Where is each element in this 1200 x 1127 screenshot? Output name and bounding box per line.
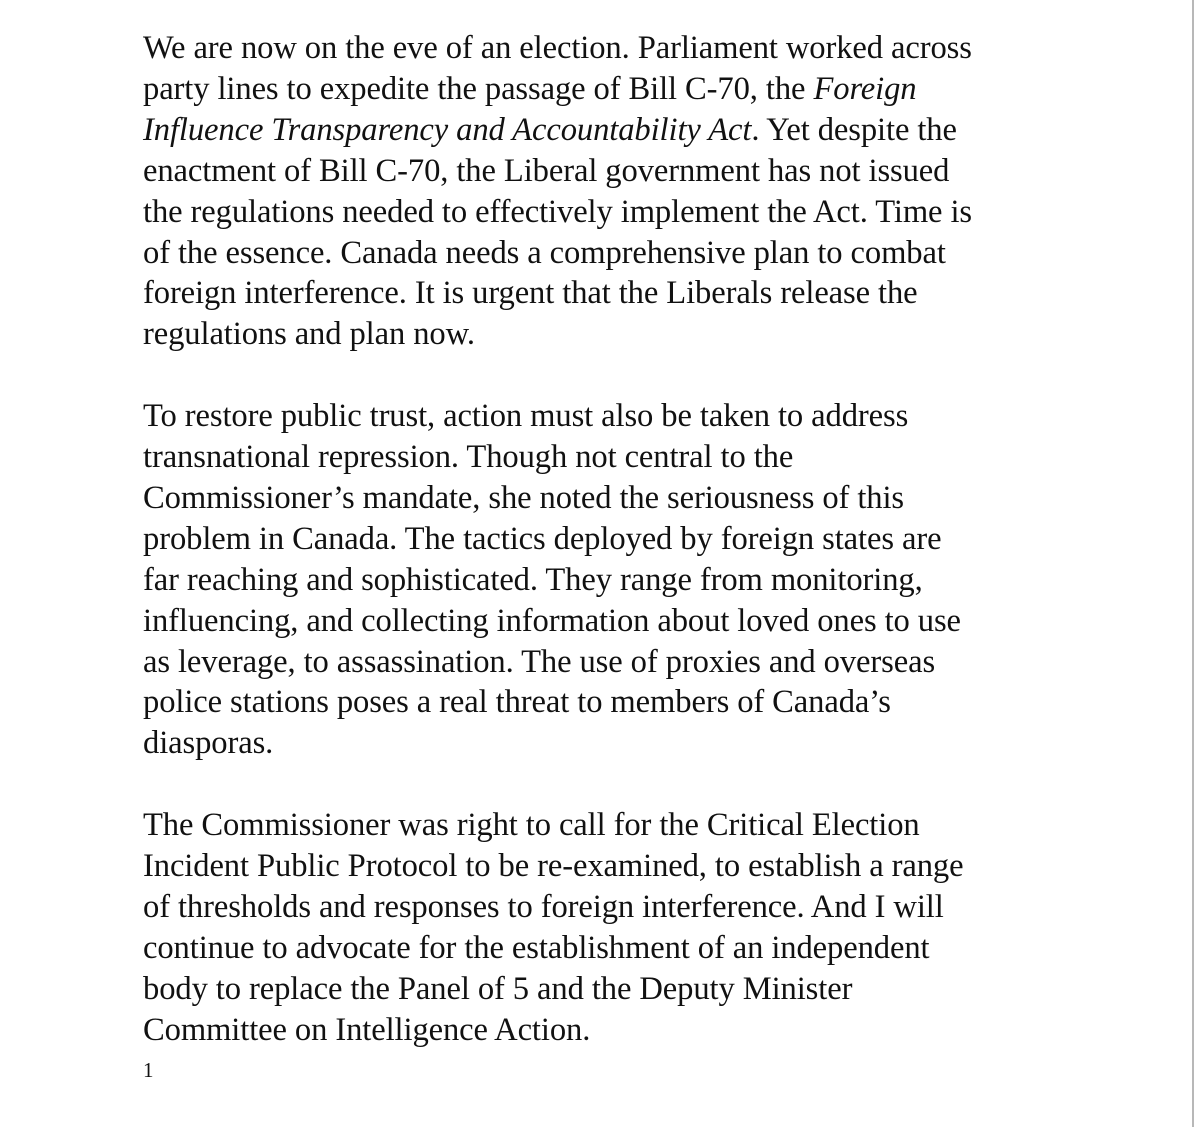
page-number: 1 bbox=[143, 1058, 154, 1082]
text-line: of thresholds and responses to foreign interference. And I will bbox=[143, 889, 944, 925]
text-line: the regulations needed to effectively implement the Act. Time is bbox=[143, 193, 972, 230]
text-line: continue to advocate for the establishment of an independent bbox=[143, 929, 930, 966]
paragraph-transnational-repression bbox=[143, 396, 1153, 764]
text-line: foreign interference. It is urgent that the Liberals release the bbox=[143, 275, 918, 312]
text-line: problem in Canada. The tactics deployed by foreign states are bbox=[143, 520, 942, 557]
text-line: of the essence. Canada needs a comprehensive plan to combat bbox=[143, 234, 946, 271]
act-title-italic: Foreign bbox=[813, 70, 917, 107]
text-line: Influence Transparency and Accountability Act. Yet despite the bbox=[143, 111, 957, 148]
text-line: Commissioner’s mandate, she noted the seriousness of this bbox=[143, 479, 904, 516]
text-line: enactment of Bill C-70, the Liberal government has not issued bbox=[143, 152, 950, 189]
text-line: Committee on Intelligence Action. bbox=[143, 1011, 591, 1048]
document-body bbox=[143, 28, 1153, 1051]
text-line: influencing, and collecting information about loved ones to use bbox=[143, 602, 961, 639]
text-line: We are now on the eve of an election. Parliament worked across bbox=[143, 30, 972, 66]
text-line: transnational repression. Though not central to the bbox=[143, 439, 794, 476]
text-line: regulations and plan now. bbox=[143, 316, 475, 353]
text-line: far reaching and sophisticated. They range from monitoring, bbox=[143, 561, 923, 598]
act-title-italic: Influence Transparency and Accountability Act bbox=[143, 111, 752, 148]
page-edge-divider bbox=[1192, 0, 1194, 1127]
text-line: The Commissioner was right to call for the Critical Election bbox=[143, 807, 920, 844]
text-line: diasporas. bbox=[143, 725, 274, 762]
text-line: as leverage, to assassination. The use of proxies and overseas bbox=[143, 643, 936, 680]
text-line: body to replace the Panel of 5 and the Deputy Minister bbox=[143, 970, 853, 1007]
paragraph-election-eve bbox=[143, 28, 1153, 355]
text-line: To restore public trust, action must also be taken to address bbox=[143, 398, 909, 435]
text-line: Incident Public Protocol to be re-examined, to establish a range bbox=[143, 848, 964, 885]
paragraph-commissioner-recommendations bbox=[143, 805, 1153, 1050]
text-line: police stations poses a real threat to members of Canada’s bbox=[143, 684, 891, 721]
text-line: party lines to expedite the passage of Bill C-70, the Foreign bbox=[143, 70, 917, 107]
